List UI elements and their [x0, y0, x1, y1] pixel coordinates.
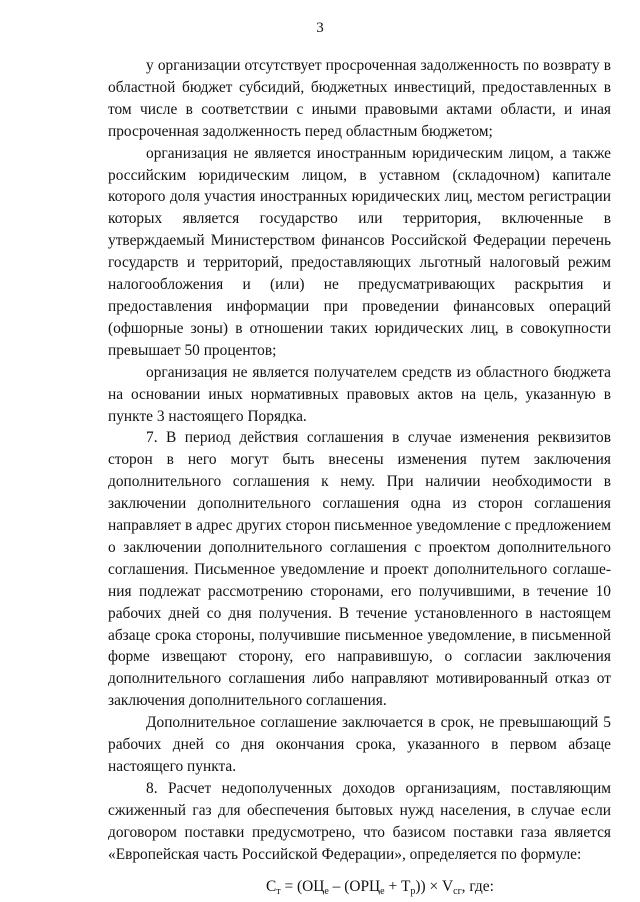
paragraph-supplementary-agreement-term: Дополнительное соглашение заключается в срок, не превышающий 5 рабочих дней со дня окончания срока, указанного в первом абзаце настоящего пункта. [108, 714, 611, 775]
paragraph-not-funds-recipient: организация не является получателем средств из областного бюджета на основании иных нормативных правовых актов на цель, указанную в пункте 3 настоящего Порядка. [108, 363, 611, 425]
formula-minus-orc: – (ОРЦ [328, 877, 381, 895]
document-body [108, 55, 611, 897]
formula-eq-oc: = (ОЦ [280, 877, 325, 895]
formula [108, 876, 611, 898]
formula-orc-subscript: е [380, 885, 385, 897]
paragraph-item-7: 7. В период действия соглашения в случае изменения реквизитов сторон в него могут быть внесены изменения путем заключения дополнительного соглашения к нему. При наличии необходимости в заключении дополнительного соглашения одна из сторон соглашения направляет в адрес других сторон письменное уведомление с предложением о заключении дополнительного соглашения с проектом дополнительного соглашения. Письменное уведомление и проект дополнительного соглашения подлежат рассмотрению сторонами, его получившими, в течение 10 рабочих дней со дня получения. В течение установленного в настоящем абзаце срока стороны, получившие письменное уведомление, в письменной форме извещают сторону, его направившую, о согласии заключения дополнительного соглашения либо направляют мотивированный отказ от заключения дополнительного соглашения. [108, 429, 611, 710]
formula-c: С [266, 877, 277, 895]
formula-tail: , где: [461, 877, 494, 895]
page-number: 3 [316, 20, 324, 36]
paragraph-not-foreign-entity: организация не является иностранным юридическим лицом, а также российским юридическим лицом, в уставном (складочном) капитале которого доля участия иностранных юридических лиц, местом регистрации которых является государство или территория, включенные в утверждаемый Министерством финансов Российской Федерации перечень государств и территорий, предоставляющих льготный налоговый режим налогообложения и (или) не предусматривающих раскрытия и предоставления информации при проведении финансовых операций (офшорные зоны) в отношении таких юридических лиц, в совокупности превышает 50 процентов; [108, 144, 611, 359]
formula-plus-t: + Т [384, 877, 411, 895]
formula-times-v: )) × V [415, 877, 454, 895]
formula-v-subscript: сг [453, 885, 462, 897]
formula-t-subscript: р [410, 885, 416, 897]
paragraph-no-overdue-debt: у организации отсутствует просроченная задолженность по возврату в областной бюджет субсидий, бюджетных инвестиций, предоставленных в том числе в соответствии с иными правовыми актами области, и иная просроченная задолженность перед областным бюджетом; [108, 57, 611, 140]
formula-oc-subscript: е [324, 885, 329, 897]
paragraph-item-8: 8. Расчет недополученных доходов организациям, поставляющим сжиженный газ для обеспечения бытовых нужд населения, в случае если договором поставки предусмотрено, что базисом поставки газа является «Европейская часть Российской Федерации», определяется по формуле: [108, 779, 611, 863]
formula-c-subscript: т [276, 885, 281, 897]
